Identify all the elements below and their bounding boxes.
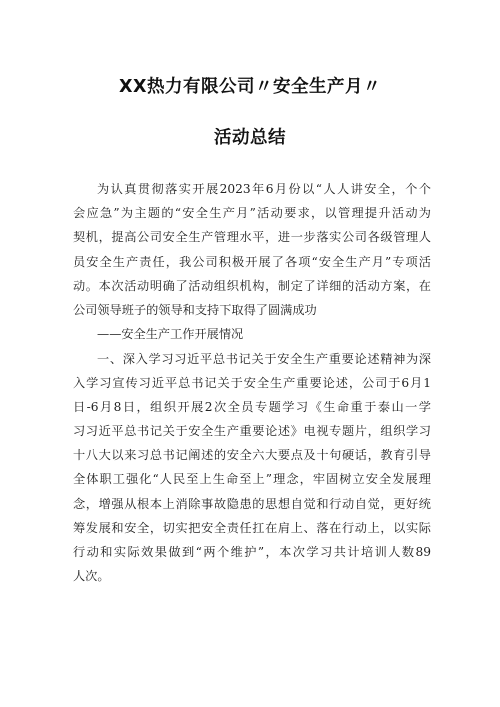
paragraph-line: 筹发展和安全，切实把安全责任扛在肩上、落在行动上，以实际 — [73, 520, 431, 535]
paragraph-line: 习习近平总书记关于安全生产重要论述》电视专题片，组织学习 — [73, 424, 431, 439]
document-title: XX热力有限公司〃安全生产月〃 — [119, 77, 381, 97]
section-heading — [73, 322, 431, 346]
document-subtitle: 活动总结 — [214, 128, 286, 148]
paragraph-line: 十八大以来习总书记阐述的安全六大要点及十句硬话，教育引导 — [73, 448, 431, 463]
paragraph-line: 动。本次活动明确了活动组织机构，制定了详细的活动方案，在 — [73, 278, 431, 293]
paragraph-line: 一、深入学习习近平总书记关于安全生产重要论述精神为深 — [97, 351, 431, 366]
paragraph-line: 念，增强从根本上消除事故隐患的思想自觉和行动自觉，更好统 — [73, 496, 431, 511]
paragraph-line: 为认真贯彻落实开展2023年6月份以“人人讲安全，个个 — [97, 182, 431, 196]
paragraph-line: 会应急”为主题的“安全生产月”活动要求，以管理提升活动为 — [73, 206, 431, 221]
paragraph-intro — [73, 177, 431, 322]
paragraph-study — [73, 347, 431, 589]
paragraph-line: 公司领导班子的领导和支持下取得了圆满成功 — [73, 302, 317, 317]
paragraph-line: 全体职工强化“人民至上生命至上”理念，牢固树立安全发展理 — [73, 472, 431, 487]
paragraph-line: 契机，提高公司安全生产管理水平，进一步落实公司各级管理人 — [73, 230, 431, 245]
paragraph-line: 行动和实际效果做到“两个维护”，本次学习共计培训人数89 — [73, 545, 431, 559]
paragraph-line: 人次。 — [73, 569, 110, 584]
paragraph-line: 入学习宣传习近平总书记关于安全生产重要论述，公司于6月1 — [73, 375, 431, 390]
paragraph-line: 员安全生产责任，我公司积极开展了各项“安全生产月”专项活 — [73, 254, 431, 269]
paragraph-line: 日-6月8日，组织开展2次全员专题学习《生命重于泰山一学 — [73, 399, 431, 414]
section-heading-text: ——安全生产工作开展情况 — [97, 327, 244, 341]
